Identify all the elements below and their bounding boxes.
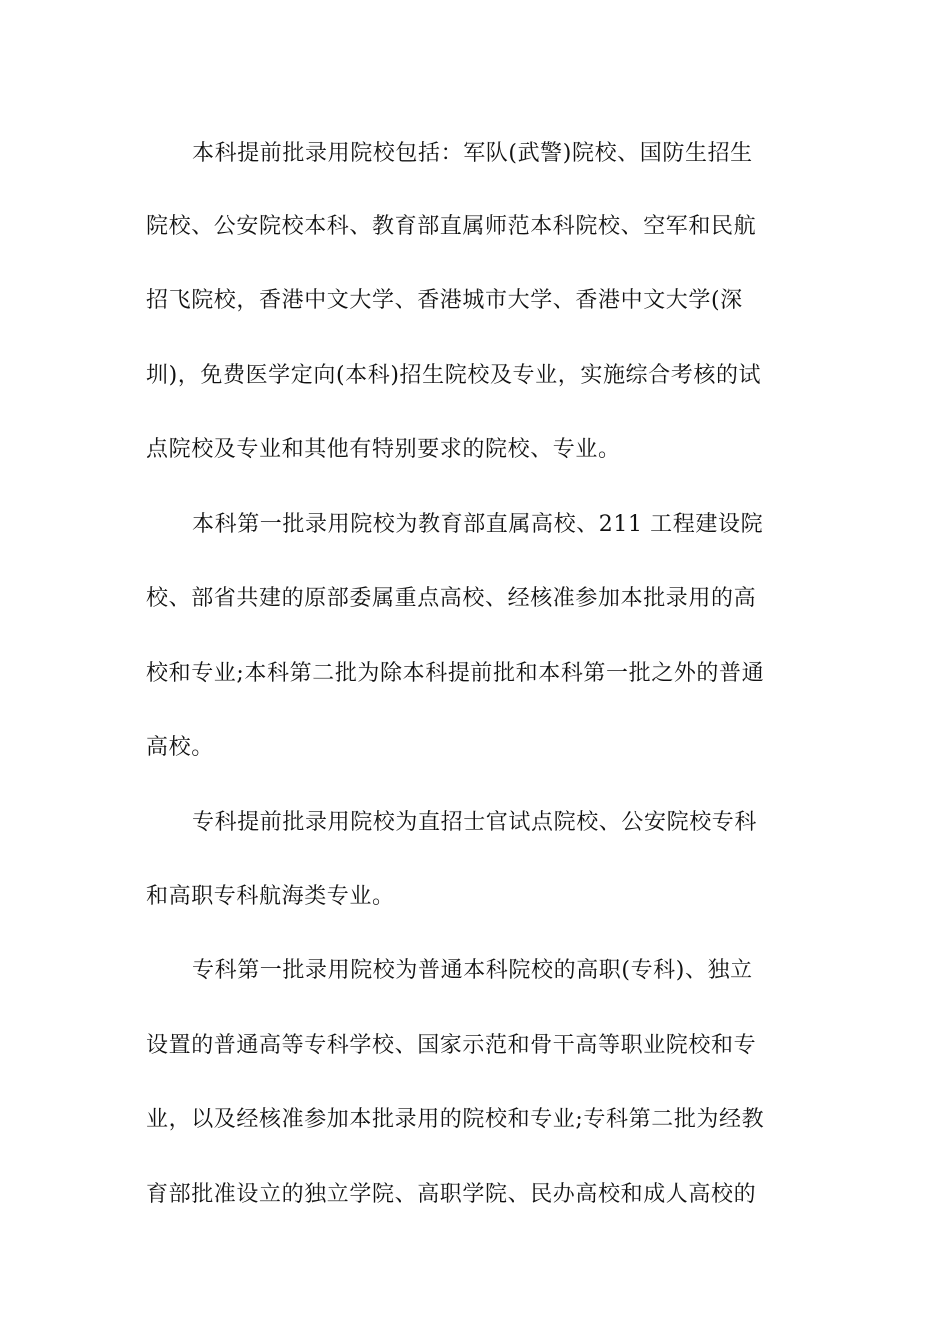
- paragraph-2-line-3: 校和专业;本科第二批为除本科提前批和本科第一批之外的普通: [146, 661, 765, 686]
- paragraph-4-line-2: 设置的普通高等专科学校、国家示范和骨干高等职业院校和专: [146, 1033, 757, 1058]
- paragraph-4-line-1: 专科第一批录用院校为普通本科院校的高职(专科)、独立: [192, 958, 753, 983]
- paragraph-1-line-5: 点院校及专业和其他有特别要求的院校、专业。: [146, 437, 621, 462]
- paragraph-1-line-1: 本科提前批录用院校包括：军队(武警)院校、国防生招生: [192, 141, 753, 166]
- paragraph-2-line-4: 高校。: [146, 735, 214, 760]
- paragraph-1-line-3: 招飞院校，香港中文大学、香港城市大学、香港中文大学(深: [146, 288, 743, 313]
- paragraph-1-line-2: 院校、公安院校本科、教育部直属师范本科院校、空军和民航: [146, 214, 757, 239]
- paragraph-1-line-4: 圳)，免费医学定向(本科)招生院校及专业，实施综合考核的试: [146, 363, 762, 388]
- paragraph-3-line-2: 和高职专科航海类专业。: [146, 884, 395, 909]
- paragraph-3-line-1: 专科提前批录用院校为直招士官试点院校、公安院校专科: [192, 810, 758, 835]
- paragraph-4-line-3: 业，以及经核准参加本批录用的院校和专业;专科第二批为经教: [146, 1107, 765, 1132]
- paragraph-4-line-4: 育部批准设立的独立学院、高职学院、民办高校和成人高校的: [146, 1182, 757, 1207]
- paragraph-2-line-2: 校、部省共建的原部委属重点高校、经核准参加本批录用的高: [146, 586, 757, 611]
- paragraph-2-line-1: 本科第一批录用院校为教育部直属高校、211 工程建设院: [192, 512, 764, 537]
